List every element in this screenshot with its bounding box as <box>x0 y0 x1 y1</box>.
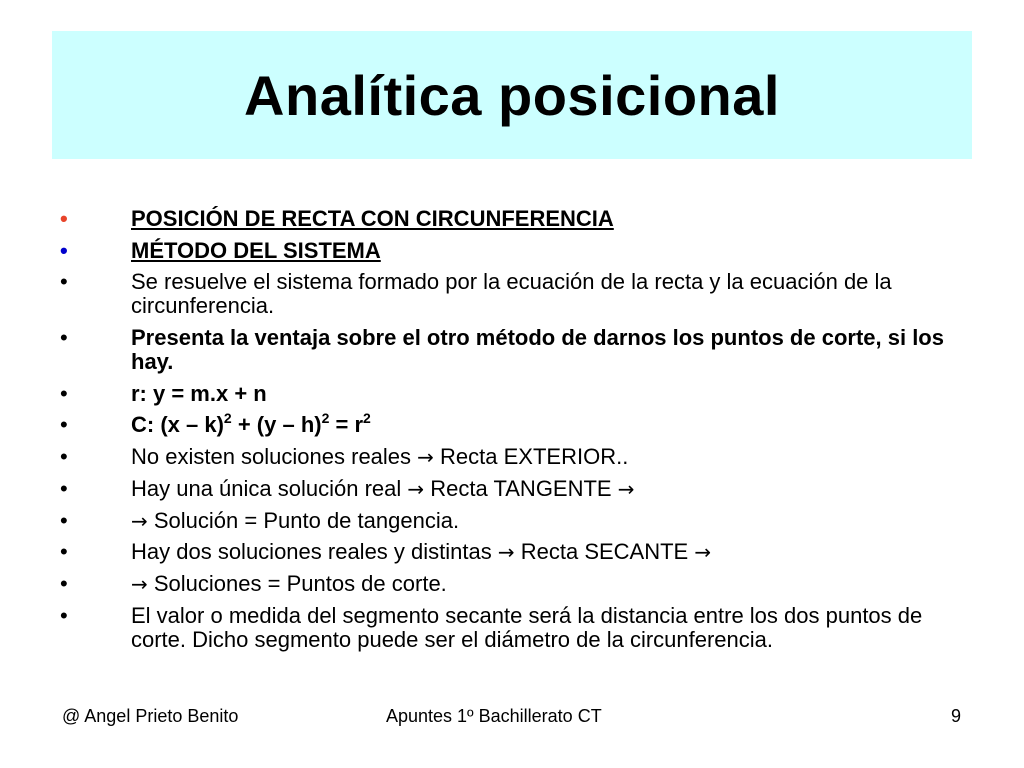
bullet-item <box>60 477 970 501</box>
arrow-icon: → <box>694 540 712 565</box>
bullet-dot: • <box>60 602 68 628</box>
text-part: Recta TANGENTE <box>424 475 618 501</box>
bullet-text <box>131 540 970 564</box>
text-part: Solución = Punto de tangencia. <box>147 507 460 533</box>
bullet-item <box>60 326 970 374</box>
footer-author: @ Angel Prieto Benito <box>62 706 239 726</box>
text-part: Recta SECANTE <box>514 539 695 565</box>
exponent: 2 <box>363 410 371 427</box>
text-part: Hay dos soluciones reales y distintas <box>131 539 498 565</box>
bullet-text: MÉTODO DEL SISTEMA <box>131 237 381 263</box>
arrow-icon: → <box>417 445 434 470</box>
bullet-dot: • <box>60 539 68 565</box>
bullet-dot: • <box>60 570 68 596</box>
bullet-text <box>131 445 970 469</box>
text-part: Hay una única solución real <box>131 475 408 501</box>
exponent: 2 <box>223 410 232 427</box>
bullet-item <box>60 509 970 533</box>
text-part: Soluciones = Puntos de corte. <box>147 570 447 596</box>
bullet-text <box>131 572 970 596</box>
bullet-item <box>60 604 970 652</box>
arrow-icon: → <box>497 540 515 565</box>
bullet-dot: • <box>60 269 68 295</box>
bullet-item <box>60 270 970 318</box>
bullet-text <box>131 477 970 501</box>
arrow-icon: → <box>617 476 635 501</box>
eq-part: + (y – h) <box>231 412 322 438</box>
arrow-icon: → <box>131 571 148 596</box>
bullet-text: Se resuelve el sistema formado por la ecuación de la recta y la ecuación de la circunferencia. <box>131 269 892 319</box>
eq-part: C: (x – k) <box>131 412 224 438</box>
bullet-text: Presenta la ventaja sobre el otro método de darnos los puntos de corte, si los hay. <box>131 325 944 375</box>
bullet-dot: • <box>60 206 68 231</box>
line-equation: r: y = m.x + n <box>131 380 267 406</box>
bullet-item <box>60 445 970 469</box>
bullet-list <box>60 207 970 659</box>
bullet-item <box>60 382 970 406</box>
circle-equation <box>131 410 970 438</box>
bullet-dot: • <box>60 380 68 406</box>
bullet-dot: • <box>60 475 68 501</box>
bullet-item <box>60 540 970 564</box>
bullet-dot: • <box>60 237 68 263</box>
bullet-item <box>60 239 970 263</box>
bullet-item <box>60 410 970 438</box>
text-part: Recta EXTERIOR.. <box>433 444 629 470</box>
bullet-text <box>131 509 970 533</box>
arrow-icon: → <box>131 508 148 533</box>
bullet-text: El valor o medida del segmento secante será la distancia entre los dos puntos de corte. Dicho segmento puede ser el diámetro de la circunferencia. <box>131 602 923 652</box>
slide-title: Analítica posicional <box>244 63 780 127</box>
text-part: No existen soluciones reales <box>131 444 418 470</box>
title-banner <box>52 31 972 159</box>
slide-number: 9 <box>951 706 962 726</box>
bullet-dot: • <box>60 444 68 470</box>
eq-part: = r <box>329 412 364 438</box>
bullet-dot: • <box>60 325 68 351</box>
bullet-dot: • <box>60 412 68 438</box>
arrow-icon: → <box>407 476 425 501</box>
bullet-item <box>60 207 970 231</box>
bullet-dot: • <box>60 507 68 533</box>
footer-course: Apuntes 1º Bachillerato CT <box>386 706 602 726</box>
exponent: 2 <box>321 410 330 427</box>
bullet-item <box>60 572 970 596</box>
bullet-text: POSICIÓN DE RECTA CON CIRCUNFERENCIA <box>131 206 614 231</box>
